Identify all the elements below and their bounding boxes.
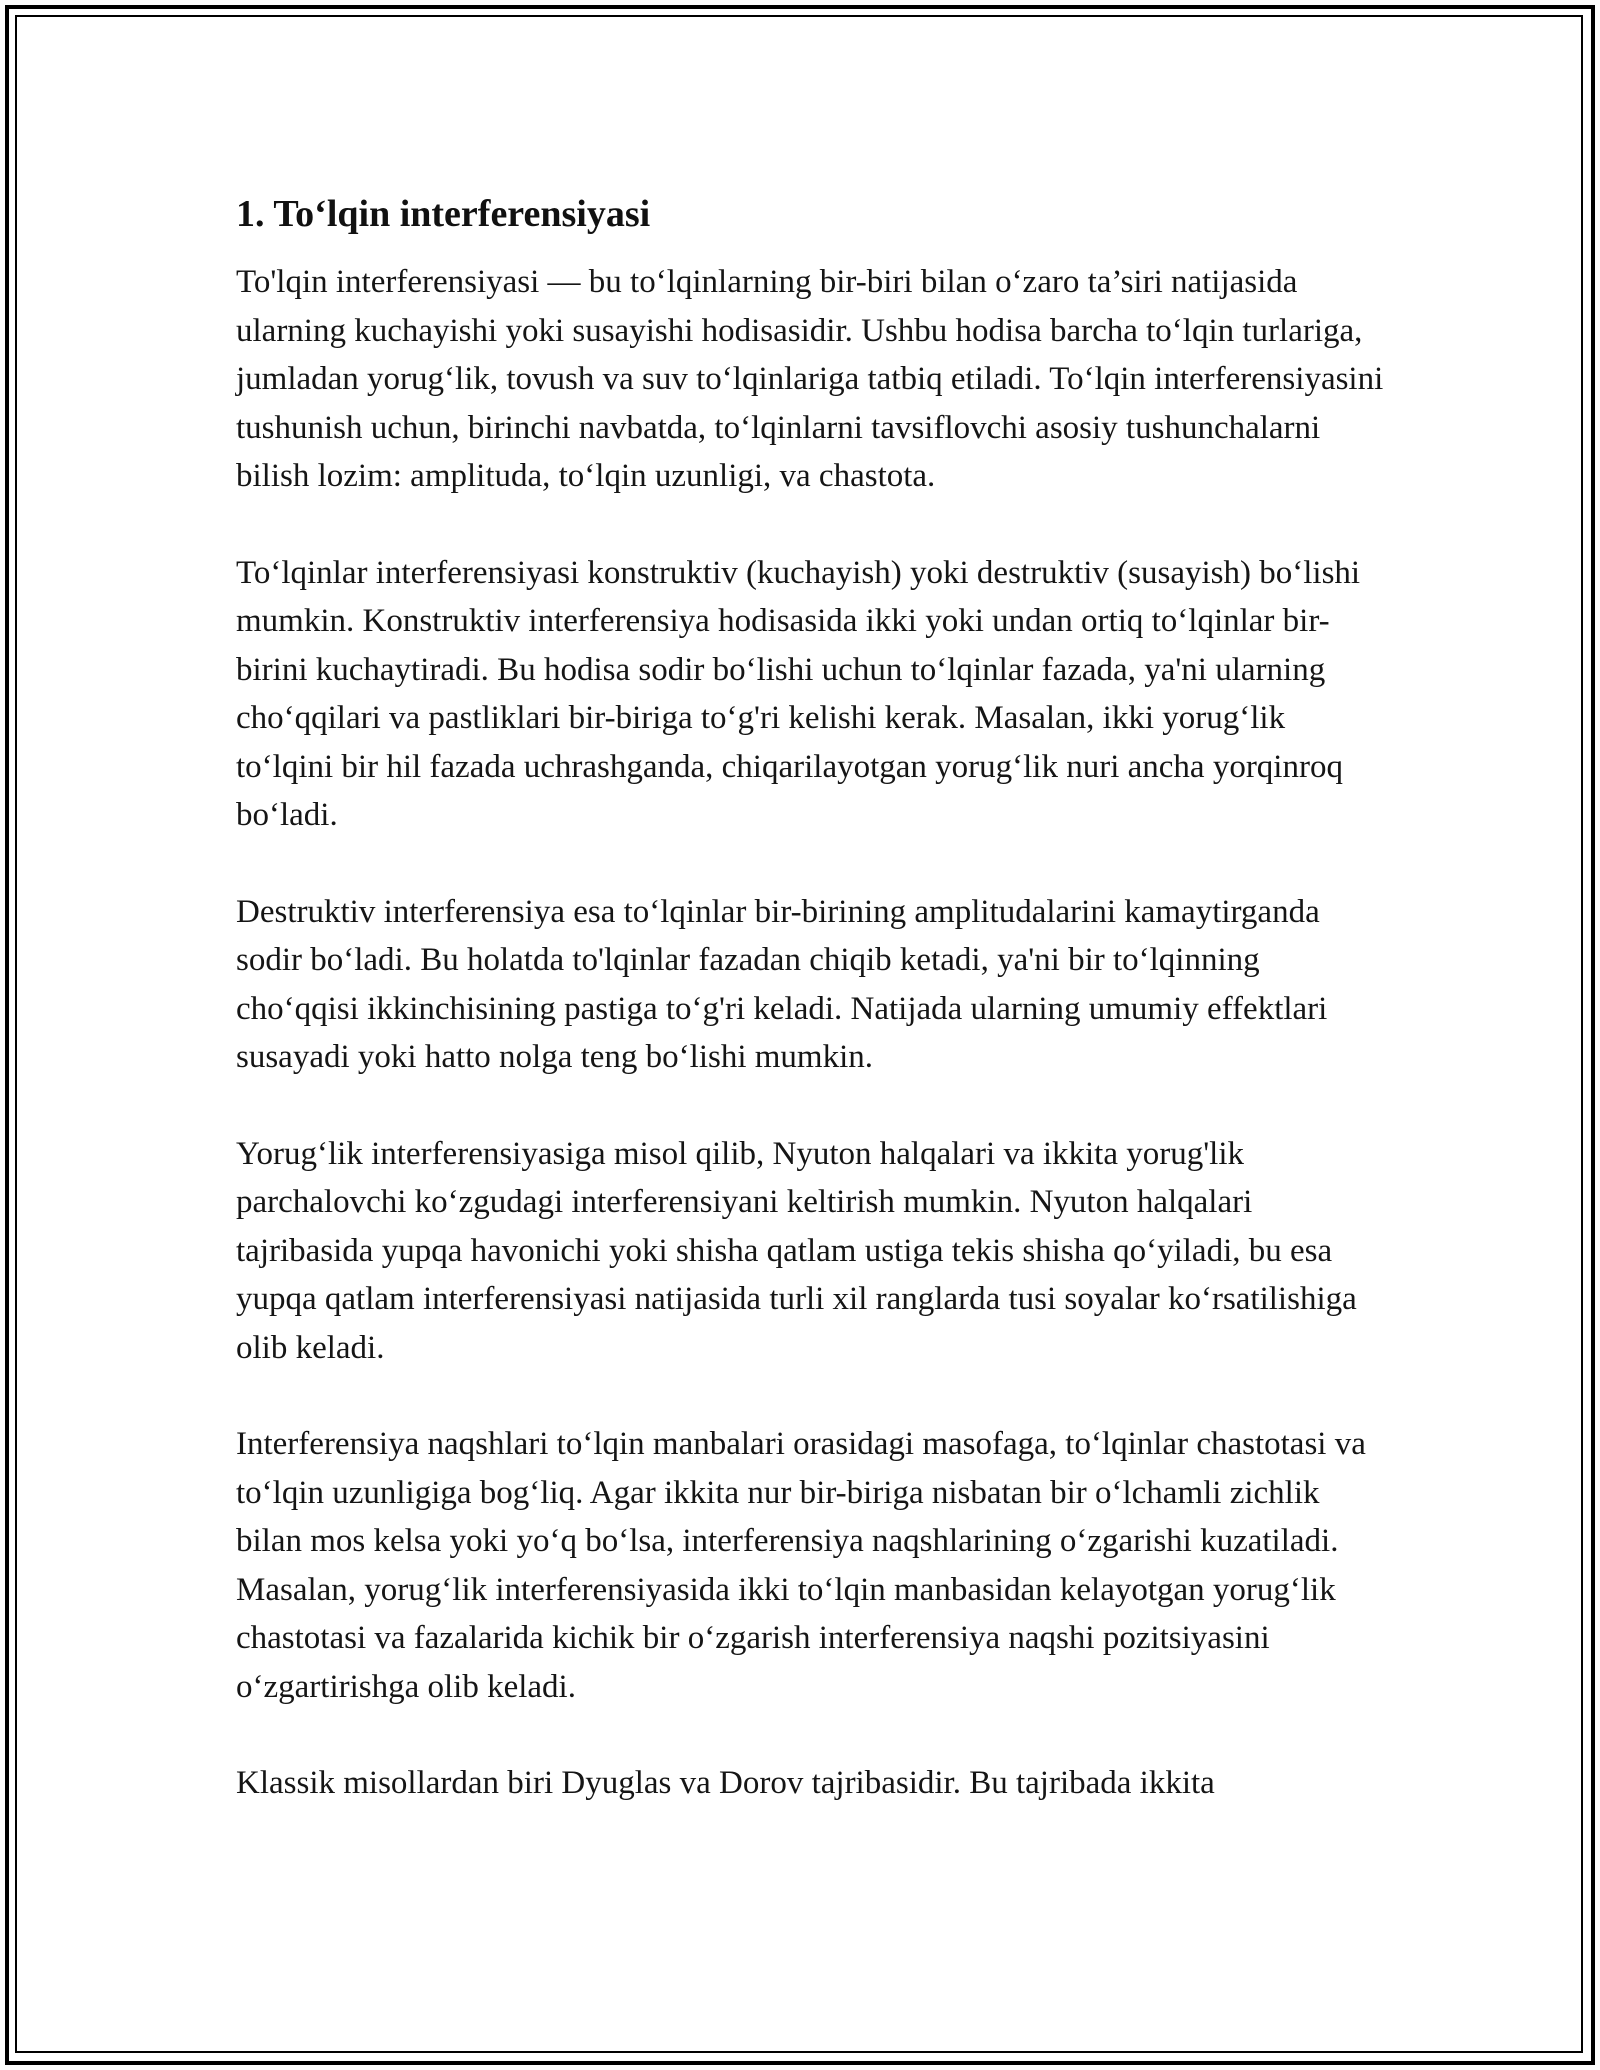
paragraph-1: To'lqin interferensiyasi — bu to‘lqinlarning bir-biri bilan o‘zaro ta’siri natijasida ularning kuchayishi yoki susayishi hodisasidir. Ushbu hodisa barcha to‘lqin turlariga, jumladan yorug‘lik, tovush va suv to‘lqinlariga tatbiq etiladi. To‘lqin interferensiyasini tushunish uchun, birinchi navbatda, to‘lqinlarni tavsiflovchi asosiy tushunchalarni bilish lozim: amplituda, to‘lqin uzunligi, va chastota. bbox=[236, 264, 1384, 494]
document-body bbox=[236, 188, 1386, 1856]
paragraph-2: To‘lqinlar interferensiyasi konstruktiv (kuchayish) yoki destruktiv (susayish) bo‘lishi mumkin. Konstruktiv interferensiya hodisasida ikki yoki undan ortiq to‘lqinlar bir-birini kuchaytiradi. Bu hodisa sodir bo‘lishi uchun to‘lqinlar fazada, ya'ni ularning cho‘qqilari va pastliklari bir-biriga to‘g'ri kelishi kerak. Masalan, ikki yorug‘lik to‘lqini bir hil fazada uchrashganda, chiqarilayotgan yorug‘lik nuri ancha yorqinroq bo‘ladi. bbox=[236, 554, 1361, 833]
paragraph-3: Destruktiv interferensiya esa to‘lqinlar bir-birining amplitudalarini kamaytirganda sodir bo‘ladi. Bu holatda to'lqinlar fazadan chiqib ketadi, ya'ni bir to‘lqinning cho‘qqisi ikkinchisining pastiga to‘g'ri keladi. Natijada ularning umumiy effektlari susayadi yoki hatto nolga teng bo‘lishi mumkin. bbox=[236, 893, 1328, 1075]
paragraph-5: Interferensiya naqshlari to‘lqin manbalari orasidagi masofaga, to‘lqinlar chastotasi va to‘lqin uzunligiga bog‘liq. Agar ikkita nur bir-biriga nisbatan bir o‘lchamli zichlik bilan mos kelsa yoki yo‘q bo‘lsa, interferensiya naqshlarining o‘zgarishi kuzatiladi. Masalan, yorug‘lik interferensiyasida ikki to‘lqin manbasidan kelayotgan yorug‘lik chastotasi va fazalarida kichik bir o‘zgarish interferensiya naqshi pozitsiyasini o‘zgartirishga olib keladi. bbox=[236, 1426, 1366, 1705]
section-heading: 1. To‘lqin interferensiyasi bbox=[236, 193, 651, 235]
paragraph-4: Yorug‘lik interferensiyasiga misol qilib, Nyuton halqalari va ikkita yorug'lik parchalovchi ko‘zgudagi interferensiyani keltirish mumkin. Nyuton halqalari tajribasida yupqa havonichi yoki shisha qatlam ustiga tekis shisha qo‘yiladi, bu esa yupqa qatlam interferensiyasi natijasida turli xil ranglarda tusi soyalar ko‘rsatilishiga olib keladi. bbox=[236, 1135, 1357, 1366]
paragraph-6: Klassik misollardan biri Dyuglas va Dorov tajribasidir. Bu tajribada ikkita bbox=[236, 1765, 1215, 1801]
